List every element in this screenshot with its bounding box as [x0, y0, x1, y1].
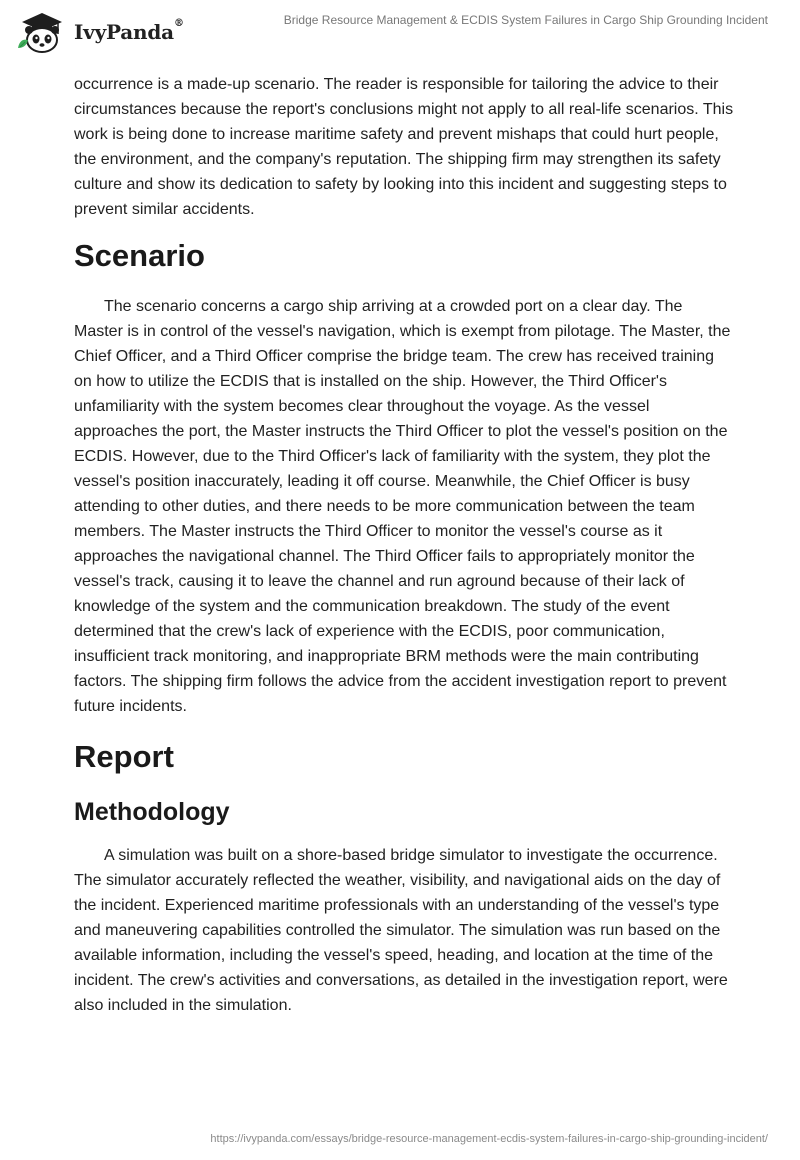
ivypanda-logo[interactable] [14, 10, 184, 54]
scenario-paragraph: The scenario concerns a cargo ship arriving at a crowded port on a clear day. The Master is in control of the vessel's navigation, which is exempt from pilotage. The Master, the Chief Officer, and a Third Officer comprise the bridge team. The crew has received training on how to utilize the ECDIS that is installed on the ship. However, the Third Officer's unfamiliarity with the system becomes clear throughout the voyage. As the vessel approaches the port, the Master instructs the Third Officer to plot the vessel's position on the ECDIS. However, due to the Third Officer's lack of familiarity with the system, they plot the vessel's position inaccurately, leading it off course. Meanwhile, the Chief Officer is busy attending to other duties, and there needs to be more communication between the team members. The Master instructs the Third Officer to monitor the vessel's course as it approaches the navigational channel. The Third Officer fails to appropriately monitor the vessel's track, causing it to leave the channel and run aground because of their lack of knowledge of the system and the communication breakdown. The study of the event determined that the crew's lack of experience with the ECDIS, poor communication, insufficient track monitoring, and inappropriate BRM methods were the main contributing factors. The shipping firm follows the advice from the accident investigation report to prevent future incidents. [74, 298, 731, 715]
panda-graduate-icon [14, 10, 70, 54]
brand-name: IvyPanda® [74, 18, 184, 44]
section-heading-scenario: Scenario [74, 238, 205, 273]
source-url[interactable]: https://ivypanda.com/essays/bridge-resource-management-ecdis-system-failures-in-cargo-ship-grounding-incident/ [210, 1133, 768, 1145]
intro-paragraph: occurrence is a made-up scenario. The reader is responsible for tailoring the advice to their circumstances because the report's conclusions might not apply to all real-life scenarios. This work is being done to increase maritime safety and prevent mishaps that could hurt people, the environment, and the company's reputation. The shipping firm may strengthen its safety culture and show its dedication to safety by looking into this incident and suggesting steps to prevent similar accidents. [74, 76, 734, 218]
subsection-heading-methodology: Methodology [74, 798, 230, 826]
essay-body [74, 72, 734, 1018]
page-header [0, 0, 800, 60]
section-heading-report: Report [74, 739, 174, 774]
methodology-paragraph: A simulation was built on a shore-based bridge simulator to investigate the occurrence. The simulator accurately reflected the weather, visibility, and navigational aids on the day of the incident. Experienced maritime professionals with an understanding of the vessel's type and maneuvering capabilities controlled the simulator. The simulation was run based on the available information, including the vessel's speed, heading, and location at the time of the incident. The crew's activities and conversations, as detailed in the investigation report, were also included in the simulation. [74, 847, 728, 1014]
document-title: Bridge Resource Management & ECDIS System Failures in Cargo Ship Grounding Incident [283, 13, 768, 27]
